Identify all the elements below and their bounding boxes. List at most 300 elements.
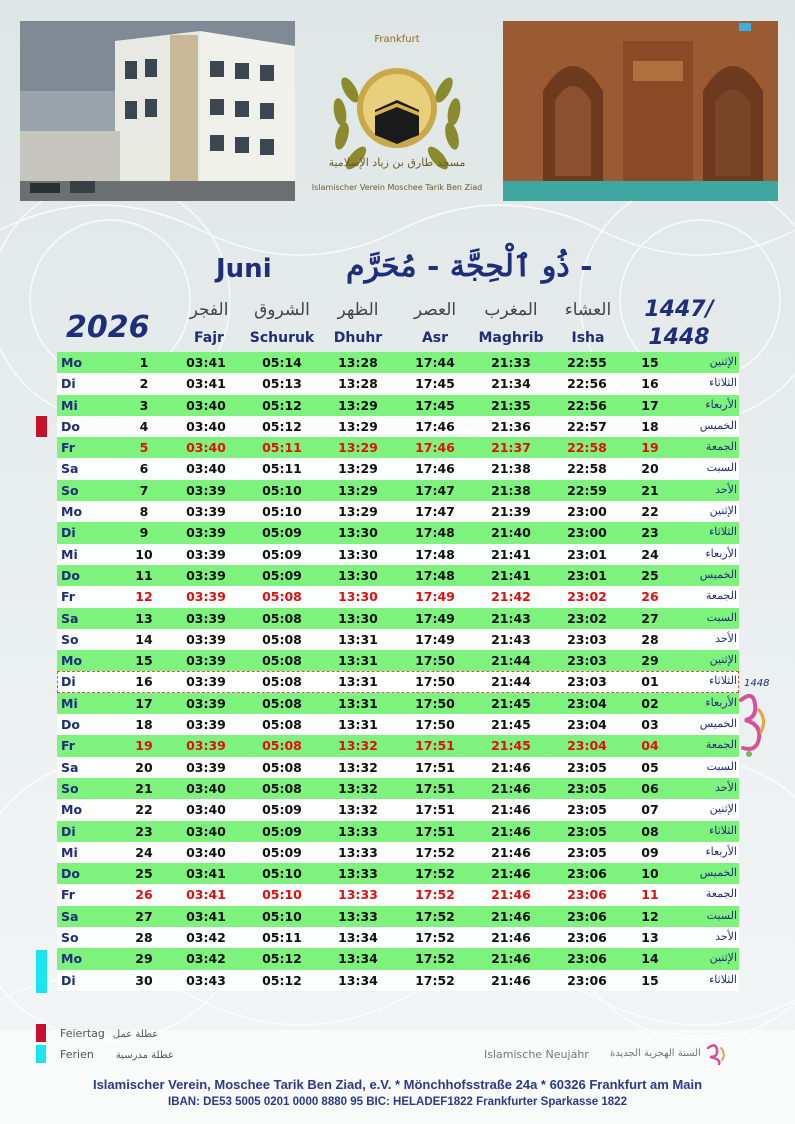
maghrib-time-cell: 21:46 (491, 759, 531, 775)
isha-time-cell: 22:58 (567, 461, 607, 477)
legend-vacation (60, 1048, 174, 1061)
isha-time-cell: 22:56 (567, 397, 607, 413)
table-row (57, 884, 739, 905)
fajr-time-cell: 03:42 (186, 951, 226, 967)
date-cell: 6 (139, 461, 149, 477)
column-header-de: Schuruk (249, 330, 315, 346)
asr-time-cell: 17:51 (415, 780, 455, 796)
hijri-year-top: 1447/ (644, 297, 714, 322)
schuruk-time-cell: 05:08 (262, 589, 302, 605)
isha-time-cell: 23:04 (567, 717, 607, 733)
table-row (57, 735, 739, 756)
asr-time-cell: 17:49 (415, 631, 455, 647)
schuruk-time-cell: 05:09 (262, 546, 302, 562)
legend-new-year-calligraphy-icon (704, 1042, 730, 1066)
legend-vacation-ar: عطلة مدرسية (115, 1050, 175, 1061)
asr-time-cell: 17:51 (415, 738, 455, 754)
weekday-arabic-cell: السبت (706, 908, 737, 922)
isha-time-cell: 22:57 (567, 418, 607, 434)
weekday-cell: Sa (61, 908, 79, 924)
date-cell: 8 (139, 504, 149, 520)
dhuhr-time-cell: 13:33 (338, 823, 378, 839)
weekday-arabic-cell: الخميس (699, 418, 737, 432)
weekday-arabic-cell: السبت (706, 461, 737, 475)
dhuhr-time-cell: 13:30 (338, 546, 378, 562)
hijri-day-cell: 11 (641, 887, 659, 903)
dhuhr-time-cell: 13:34 (338, 972, 378, 988)
isha-time-cell: 23:04 (567, 738, 607, 754)
weekday-arabic-cell: الخميس (699, 717, 737, 731)
weekday-arabic-cell: الأحد (715, 930, 737, 944)
schuruk-time-cell: 05:14 (262, 355, 302, 370)
weekday-arabic-cell: الجمعة (705, 887, 737, 901)
holiday-marker (36, 416, 47, 437)
maghrib-time-cell: 21:37 (491, 440, 531, 456)
hijri-day-cell: 02 (641, 695, 659, 711)
maghrib-time-cell: 21:44 (491, 653, 531, 669)
asr-time-cell: 17:47 (415, 504, 455, 520)
fajr-time-cell: 03:41 (186, 908, 226, 924)
logo-city-text: Frankfurt (374, 34, 420, 45)
weekday-cell: Mi (61, 695, 78, 711)
dhuhr-time-cell: 13:32 (338, 780, 378, 796)
date-cell: 23 (135, 823, 153, 839)
weekday-cell: Fr (61, 887, 75, 903)
dhuhr-time-cell: 13:33 (338, 887, 378, 903)
hijri-day-cell: 15 (641, 355, 659, 370)
table-row (57, 671, 739, 692)
asr-time-cell: 17:50 (415, 653, 455, 669)
isha-time-cell: 23:05 (567, 802, 607, 818)
asr-time-cell: 17:51 (415, 802, 455, 818)
column-header-ar: العصر (413, 300, 457, 320)
weekday-arabic-cell: الأربعاء (705, 695, 737, 709)
hijri-day-cell: 17 (641, 397, 659, 413)
hijri-day-cell: 27 (641, 610, 659, 626)
column-header-de: Dhuhr (333, 330, 383, 346)
fajr-time-cell: 03:40 (186, 461, 226, 477)
dhuhr-time-cell: 13:32 (338, 759, 378, 775)
schuruk-time-cell: 05:08 (262, 717, 302, 733)
date-cell: 5 (139, 440, 149, 456)
weekday-cell: Di (61, 972, 76, 988)
schuruk-time-cell: 05:12 (262, 972, 302, 988)
fajr-time-cell: 03:39 (186, 695, 226, 711)
dhuhr-time-cell: 13:34 (338, 930, 378, 946)
column-header-dhuhr (319, 300, 397, 346)
weekday-cell: Sa (61, 461, 79, 477)
table-row (57, 501, 739, 522)
legend-new-year-label: Islamische Neujahr (484, 1048, 589, 1061)
weekday-arabic-cell: الإثنين (709, 504, 737, 518)
schuruk-time-cell: 05:08 (262, 653, 302, 669)
fajr-time-cell: 03:39 (186, 738, 226, 754)
table-row (57, 778, 739, 799)
dhuhr-time-cell: 13:29 (338, 440, 378, 456)
hijri-day-cell: 01 (641, 674, 659, 690)
fajr-time-cell: 03:43 (186, 972, 226, 988)
weekday-cell: Fr (61, 440, 75, 456)
maghrib-time-cell: 21:42 (491, 589, 531, 605)
date-cell: 17 (135, 695, 153, 711)
date-cell: 4 (139, 418, 149, 434)
date-cell: 9 (139, 525, 149, 541)
dhuhr-time-cell: 13:29 (338, 504, 378, 520)
column-header-ar: المغرب (484, 300, 538, 320)
date-cell: 1 (139, 355, 149, 370)
hijri-year (644, 296, 714, 352)
asr-time-cell: 17:46 (415, 461, 455, 477)
asr-time-cell: 17:50 (415, 717, 455, 733)
fajr-time-cell: 03:42 (186, 930, 226, 946)
asr-time-cell: 17:44 (415, 355, 455, 370)
weekday-cell: Sa (61, 759, 79, 775)
isha-time-cell: 23:01 (567, 567, 607, 583)
isha-time-cell: 22:56 (567, 376, 607, 392)
dhuhr-time-cell: 13:29 (338, 461, 378, 477)
column-header-de: Fajr (194, 330, 224, 346)
weekday-arabic-cell: الجمعة (705, 589, 737, 603)
weekday-cell: Di (61, 823, 76, 839)
dhuhr-time-cell: 13:30 (338, 589, 378, 605)
dhuhr-time-cell: 13:31 (338, 717, 378, 733)
maghrib-time-cell: 21:46 (491, 972, 531, 988)
month-title: Juni (216, 254, 272, 284)
isha-time-cell: 23:06 (567, 930, 607, 946)
weekday-cell: Mi (61, 397, 78, 413)
table-row (57, 586, 739, 607)
asr-time-cell: 17:45 (415, 376, 455, 392)
isha-time-cell: 22:59 (567, 482, 607, 498)
asr-time-cell: 17:52 (415, 887, 455, 903)
isha-time-cell: 23:06 (567, 908, 607, 924)
schuruk-time-cell: 05:12 (262, 951, 302, 967)
table-row (57, 842, 739, 863)
weekday-arabic-cell: الإثنين (709, 802, 737, 816)
asr-time-cell: 17:49 (415, 610, 455, 626)
weekday-arabic-cell: الأربعاء (705, 844, 737, 858)
table-row (57, 458, 739, 479)
date-cell: 11 (135, 567, 153, 583)
fajr-time-cell: 03:39 (186, 504, 226, 520)
maghrib-time-cell: 21:44 (491, 674, 531, 690)
fajr-time-cell: 03:39 (186, 567, 226, 583)
hijri-months-title: ذُو ٱلْحِجَّة - مُحَرَّم - (346, 249, 593, 284)
dhuhr-time-cell: 13:34 (338, 951, 378, 967)
table-row (57, 927, 739, 948)
legend-vacation-swatch (36, 1045, 46, 1063)
new-year-side-label: 1448 (744, 678, 770, 689)
hijri-day-cell: 07 (641, 802, 659, 818)
column-header-asr (396, 300, 474, 346)
maghrib-time-cell: 21:46 (491, 823, 531, 839)
column-header-maghrib (472, 300, 550, 346)
date-cell: 25 (135, 866, 153, 882)
weekday-arabic-cell: الإثنين (709, 951, 737, 965)
date-cell: 7 (139, 482, 149, 498)
weekday-cell: Mo (61, 504, 83, 520)
weekday-arabic-cell: الثلاثاء (709, 972, 737, 986)
isha-time-cell: 23:05 (567, 844, 607, 860)
hijri-day-cell: 06 (641, 780, 659, 796)
hijri-year-bottom: 1448 (648, 325, 710, 350)
maghrib-time-cell: 21:46 (491, 887, 531, 903)
asr-time-cell: 17:52 (415, 908, 455, 924)
schuruk-time-cell: 05:09 (262, 844, 302, 860)
fajr-time-cell: 03:39 (186, 631, 226, 647)
hijri-day-cell: 25 (641, 567, 659, 583)
mosque-building-photo (20, 21, 295, 201)
isha-time-cell: 23:03 (567, 674, 607, 690)
date-cell: 10 (135, 546, 153, 562)
schuruk-time-cell: 05:11 (262, 440, 302, 456)
table-row (57, 437, 739, 458)
weekday-cell: Do (61, 866, 80, 882)
dhuhr-time-cell: 13:31 (338, 674, 378, 690)
dhuhr-time-cell: 13:30 (338, 567, 378, 583)
asr-time-cell: 17:50 (415, 695, 455, 711)
fajr-time-cell: 03:40 (186, 397, 226, 413)
date-cell: 3 (139, 397, 149, 413)
date-cell: 20 (135, 759, 153, 775)
dhuhr-time-cell: 13:30 (338, 610, 378, 626)
fajr-time-cell: 03:39 (186, 717, 226, 733)
dhuhr-time-cell: 13:33 (338, 866, 378, 882)
isha-time-cell: 23:06 (567, 866, 607, 882)
maghrib-time-cell: 21:45 (491, 738, 531, 754)
dhuhr-time-cell: 13:28 (338, 355, 378, 370)
table-row (57, 821, 739, 842)
maghrib-time-cell: 21:46 (491, 866, 531, 882)
date-cell: 14 (135, 631, 153, 647)
weekday-cell: Do (61, 418, 80, 434)
asr-time-cell: 17:46 (415, 440, 455, 456)
table-row (57, 544, 739, 565)
maghrib-time-cell: 21:46 (491, 802, 531, 818)
maghrib-time-cell: 21:46 (491, 908, 531, 924)
fajr-time-cell: 03:39 (186, 546, 226, 562)
fajr-time-cell: 03:39 (186, 525, 226, 541)
date-cell: 28 (135, 930, 153, 946)
fajr-time-cell: 03:40 (186, 823, 226, 839)
maghrib-time-cell: 21:45 (491, 717, 531, 733)
weekday-arabic-cell: الأحد (715, 631, 737, 645)
schuruk-time-cell: 05:09 (262, 525, 302, 541)
schuruk-time-cell: 05:13 (262, 376, 302, 392)
maghrib-time-cell: 21:33 (491, 355, 531, 370)
vacation-marker (36, 950, 47, 993)
weekday-cell: Sa (61, 610, 79, 626)
isha-time-cell: 23:04 (567, 695, 607, 711)
maghrib-time-cell: 21:35 (491, 397, 531, 413)
weekday-arabic-cell: الأحد (715, 482, 737, 496)
schuruk-time-cell: 05:08 (262, 759, 302, 775)
weekday-arabic-cell: الأحد (715, 780, 737, 794)
date-cell: 22 (135, 802, 153, 818)
dhuhr-time-cell: 13:31 (338, 631, 378, 647)
weekday-cell: Mo (61, 355, 83, 370)
maghrib-time-cell: 21:41 (491, 546, 531, 562)
column-header-ar: الفجر (189, 300, 229, 320)
hijri-day-cell: 26 (641, 589, 659, 605)
weekday-arabic-cell: الأربعاء (705, 397, 737, 411)
isha-time-cell: 23:05 (567, 823, 607, 839)
schuruk-time-cell: 05:09 (262, 802, 302, 818)
hijri-day-cell: 12 (641, 908, 659, 924)
schuruk-time-cell: 05:08 (262, 631, 302, 647)
weekday-arabic-cell: السبت (706, 610, 737, 624)
footer-address: Islamischer Verein, Moschee Tarik Ben Ziad, e.V. * Mönchhofsstraße 24a * 60326 Frankfurt am Main (92, 1077, 703, 1092)
table-row (57, 629, 739, 650)
schuruk-time-cell: 05:10 (262, 887, 302, 903)
hijri-day-cell: 21 (641, 482, 659, 498)
fajr-time-cell: 03:40 (186, 802, 226, 818)
hijri-day-cell: 24 (641, 546, 659, 562)
isha-time-cell: 23:02 (567, 610, 607, 626)
table-row (57, 416, 739, 437)
isha-time-cell: 23:00 (567, 504, 607, 520)
maghrib-time-cell: 21:40 (491, 525, 531, 541)
isha-time-cell: 23:01 (567, 546, 607, 562)
dhuhr-time-cell: 13:31 (338, 695, 378, 711)
isha-time-cell: 23:03 (567, 653, 607, 669)
table-row (57, 373, 739, 394)
weekday-cell: Do (61, 567, 80, 583)
maghrib-time-cell: 21:46 (491, 844, 531, 860)
date-cell: 15 (135, 653, 153, 669)
fajr-time-cell: 03:39 (186, 482, 226, 498)
asr-time-cell: 17:51 (415, 823, 455, 839)
table-row (57, 948, 739, 969)
footer-bank-details: IBAN: DE53 5005 0201 0000 8880 95 BIC: HELADEF1822 Frankfurter Sparkasse 1822 (168, 1096, 627, 1108)
weekday-cell: Di (61, 376, 76, 392)
asr-time-cell: 17:49 (415, 589, 455, 605)
hijri-day-cell: 09 (641, 844, 659, 860)
weekday-cell: Mo (61, 951, 83, 967)
table-row (57, 693, 739, 714)
hijri-day-cell: 05 (641, 759, 659, 775)
date-cell: 13 (135, 610, 153, 626)
isha-time-cell: 23:06 (567, 951, 607, 967)
asr-time-cell: 17:46 (415, 418, 455, 434)
isha-time-cell: 23:02 (567, 589, 607, 605)
table-row (57, 395, 739, 416)
fajr-time-cell: 03:41 (186, 376, 226, 392)
dhuhr-time-cell: 13:32 (338, 802, 378, 818)
isha-time-cell: 23:00 (567, 525, 607, 541)
isha-time-cell: 22:58 (567, 440, 607, 456)
column-header-de: Asr (421, 330, 449, 346)
legend-holiday-label: Feiertag (60, 1027, 105, 1040)
maghrib-time-cell: 21:36 (491, 418, 531, 434)
weekday-arabic-cell: السبت (706, 759, 737, 773)
schuruk-time-cell: 05:08 (262, 610, 302, 626)
dhuhr-time-cell: 13:32 (338, 738, 378, 754)
hijri-day-cell: 13 (641, 930, 659, 946)
hijri-day-cell: 20 (641, 461, 659, 477)
hijri-day-cell: 16 (641, 376, 659, 392)
maghrib-time-cell: 21:45 (491, 695, 531, 711)
hijri-day-cell: 15 (641, 972, 659, 988)
table-row (57, 714, 739, 735)
weekday-cell: Do (61, 717, 80, 733)
date-cell: 18 (135, 717, 153, 733)
maghrib-time-cell: 21:41 (491, 567, 531, 583)
date-cell: 30 (135, 972, 153, 988)
legend-new-year-ar: السنة الهجرية الجديدة (610, 1048, 701, 1059)
weekday-arabic-cell: الثلاثاء (709, 823, 737, 837)
weekday-arabic-cell: الإثنين (709, 653, 737, 667)
table-row (57, 522, 739, 543)
dhuhr-time-cell: 13:29 (338, 397, 378, 413)
weekday-cell: Mi (61, 844, 78, 860)
maghrib-time-cell: 21:46 (491, 780, 531, 796)
weekday-arabic-cell: الثلاثاء (709, 674, 737, 688)
schuruk-time-cell: 05:08 (262, 674, 302, 690)
legend-vacation-label: Ferien (60, 1048, 94, 1061)
fajr-time-cell: 03:41 (186, 887, 226, 903)
weekday-arabic-cell: الثلاثاء (709, 376, 737, 390)
maghrib-time-cell: 21:43 (491, 631, 531, 647)
weekday-cell: Mo (61, 802, 83, 818)
date-cell: 12 (135, 589, 153, 605)
hijri-day-cell: 29 (641, 653, 659, 669)
table-row (57, 970, 739, 991)
table-row (57, 906, 739, 927)
asr-time-cell: 17:52 (415, 866, 455, 882)
weekday-cell: Fr (61, 738, 75, 754)
fajr-time-cell: 03:39 (186, 674, 226, 690)
weekday-arabic-cell: الخميس (699, 567, 737, 581)
hijri-day-cell: 28 (641, 631, 659, 647)
fajr-time-cell: 03:41 (186, 355, 226, 370)
asr-time-cell: 17:52 (415, 972, 455, 988)
dhuhr-time-cell: 13:29 (338, 418, 378, 434)
column-header-isha (549, 300, 627, 346)
legend-holiday-ar: عطلة عمل (112, 1029, 159, 1040)
weekday-arabic-cell: الجمعة (705, 738, 737, 752)
maghrib-time-cell: 21:38 (491, 461, 531, 477)
hijri-day-cell: 04 (641, 738, 659, 754)
schuruk-time-cell: 05:11 (262, 930, 302, 946)
mosque-interior-photo (503, 21, 778, 201)
table-row (57, 863, 739, 884)
hijri-day-cell: 14 (641, 951, 659, 967)
schuruk-time-cell: 05:08 (262, 738, 302, 754)
hijri-day-cell: 08 (641, 823, 659, 839)
column-header-ar: الشروق (254, 300, 310, 320)
column-header-de: Isha (571, 330, 605, 346)
dhuhr-time-cell: 13:33 (338, 844, 378, 860)
hijri-day-cell: 18 (641, 418, 659, 434)
hijri-day-cell: 19 (641, 440, 659, 456)
isha-time-cell: 23:06 (567, 972, 607, 988)
schuruk-time-cell: 05:08 (262, 780, 302, 796)
table-row (57, 650, 739, 671)
weekday-cell: Di (61, 525, 76, 541)
schuruk-time-cell: 05:10 (262, 866, 302, 882)
prayer-times-table (57, 352, 739, 991)
isha-time-cell: 23:05 (567, 780, 607, 796)
asr-time-cell: 17:52 (415, 951, 455, 967)
dhuhr-time-cell: 13:31 (338, 653, 378, 669)
fajr-time-cell: 03:39 (186, 653, 226, 669)
date-cell: 21 (135, 780, 153, 796)
schuruk-time-cell: 05:08 (262, 695, 302, 711)
weekday-cell: So (61, 930, 79, 946)
fajr-time-cell: 03:39 (186, 610, 226, 626)
fajr-time-cell: 03:40 (186, 418, 226, 434)
